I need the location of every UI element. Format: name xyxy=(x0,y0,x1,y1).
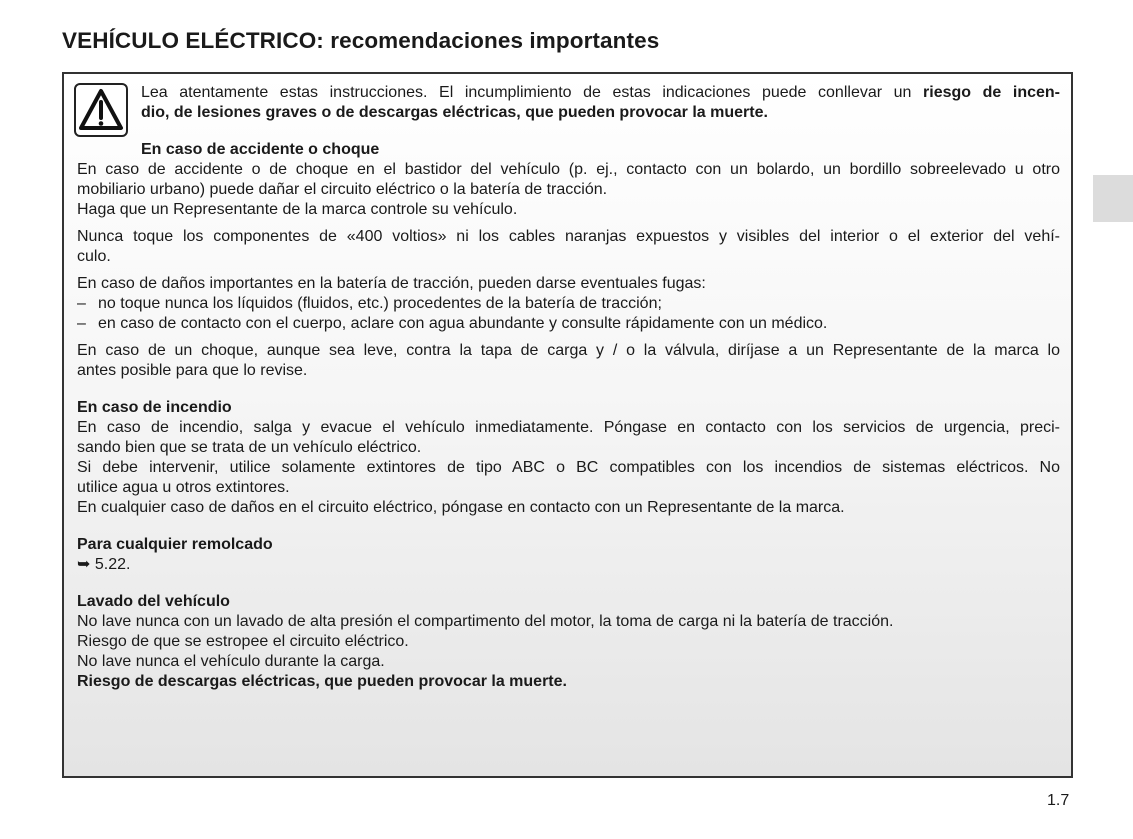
warning-line-2: dio, de lesiones graves o de descargas eléctricas, que pueden provocar la muerte. xyxy=(141,104,768,121)
text-line: Haga que un Representante de la marca controle su vehículo. xyxy=(77,201,518,218)
text-line: En caso de accidente o de choque en el bastidor del vehículo (p. ej., contacto con un bolardo, un bordillo sobreelevado u otro xyxy=(77,161,1060,178)
text-line: En cualquier caso de daños en el circuito eléctrico, póngase en contacto con un Representante de la marca. xyxy=(77,499,845,516)
page-title: VEHÍCULO ELÉCTRICO: recomendaciones importantes xyxy=(62,28,660,53)
text-line: No lave nunca el vehículo durante la carga. xyxy=(77,653,385,670)
page-reference xyxy=(77,555,1060,575)
text-line: No lave nunca con un lavado de alta presión el compartimento del motor, la toma de carga ni la batería de tracción. xyxy=(77,613,894,630)
text-line: En caso de incendio, salga y evacue el vehículo inmediatamente. Póngase en contacto con los servicios de urgencia, preci- xyxy=(77,419,1060,436)
chapter-tab xyxy=(1093,175,1133,222)
text-line: antes posible para que lo revise. xyxy=(77,362,308,379)
warning-bold-text: riesgo de incen- xyxy=(923,84,1060,101)
dash-bullet: – xyxy=(77,295,86,312)
section-heading-towing: Para cualquier remolcado xyxy=(77,536,273,553)
text-line: Nunca toque los componentes de «400 voltios» ni los cables naranjas expuestos y visibles del interior o el exterior del vehí- xyxy=(77,228,1060,245)
warning-box xyxy=(62,72,1073,778)
list-item-text: no toque nunca los líquidos (fluidos, etc.) procedentes de la batería de tracción; xyxy=(98,295,662,312)
arrow-reference-icon: ➥ xyxy=(77,556,91,573)
list-item-text: en caso de contacto con el cuerpo, aclare con agua abundante y consulte rápidamente con un médico. xyxy=(98,315,828,332)
list-item xyxy=(77,294,1060,314)
text-line: Si debe intervenir, utilice solamente extintores de tipo ABC o BC compatibles con los incendios de sistemas eléctricos. No xyxy=(77,459,1060,476)
document-body xyxy=(77,83,1060,692)
section-heading-fire: En caso de incendio xyxy=(77,399,232,416)
page-number: 1.7 xyxy=(1047,792,1070,809)
text-line: culo. xyxy=(77,248,111,265)
reference-link[interactable]: 5.22. xyxy=(94,556,131,573)
section-heading-washing: Lavado del vehículo xyxy=(77,593,230,610)
text-line: sando bien que se trata de un vehículo eléctrico. xyxy=(77,439,422,456)
text-line: mobiliario urbano) puede dañar el circuito eléctrico o la batería de tracción. xyxy=(77,181,608,198)
text-line: utilice agua u otros extintores. xyxy=(77,479,290,496)
text-line-bold: Riesgo de descargas eléctricas, que pueden provocar la muerte. xyxy=(77,673,567,690)
list-item xyxy=(77,314,1060,334)
warning-text: Lea atentamente estas instrucciones. El incumplimiento de estas indicaciones puede conllevar un xyxy=(141,84,924,101)
dash-bullet: – xyxy=(77,315,86,332)
text-line: Riesgo de que se estropee el circuito eléctrico. xyxy=(77,633,409,650)
text-line: En caso de un choque, aunque sea leve, contra la tapa de carga y / o la válvula, diríjase a un Representante de la marca lo xyxy=(77,342,1060,359)
section-heading-accident: En caso de accidente o choque xyxy=(141,141,380,158)
text-line: En caso de daños importantes en la batería de tracción, pueden darse eventuales fugas: xyxy=(77,275,706,292)
warning-line-1 xyxy=(77,83,1060,103)
